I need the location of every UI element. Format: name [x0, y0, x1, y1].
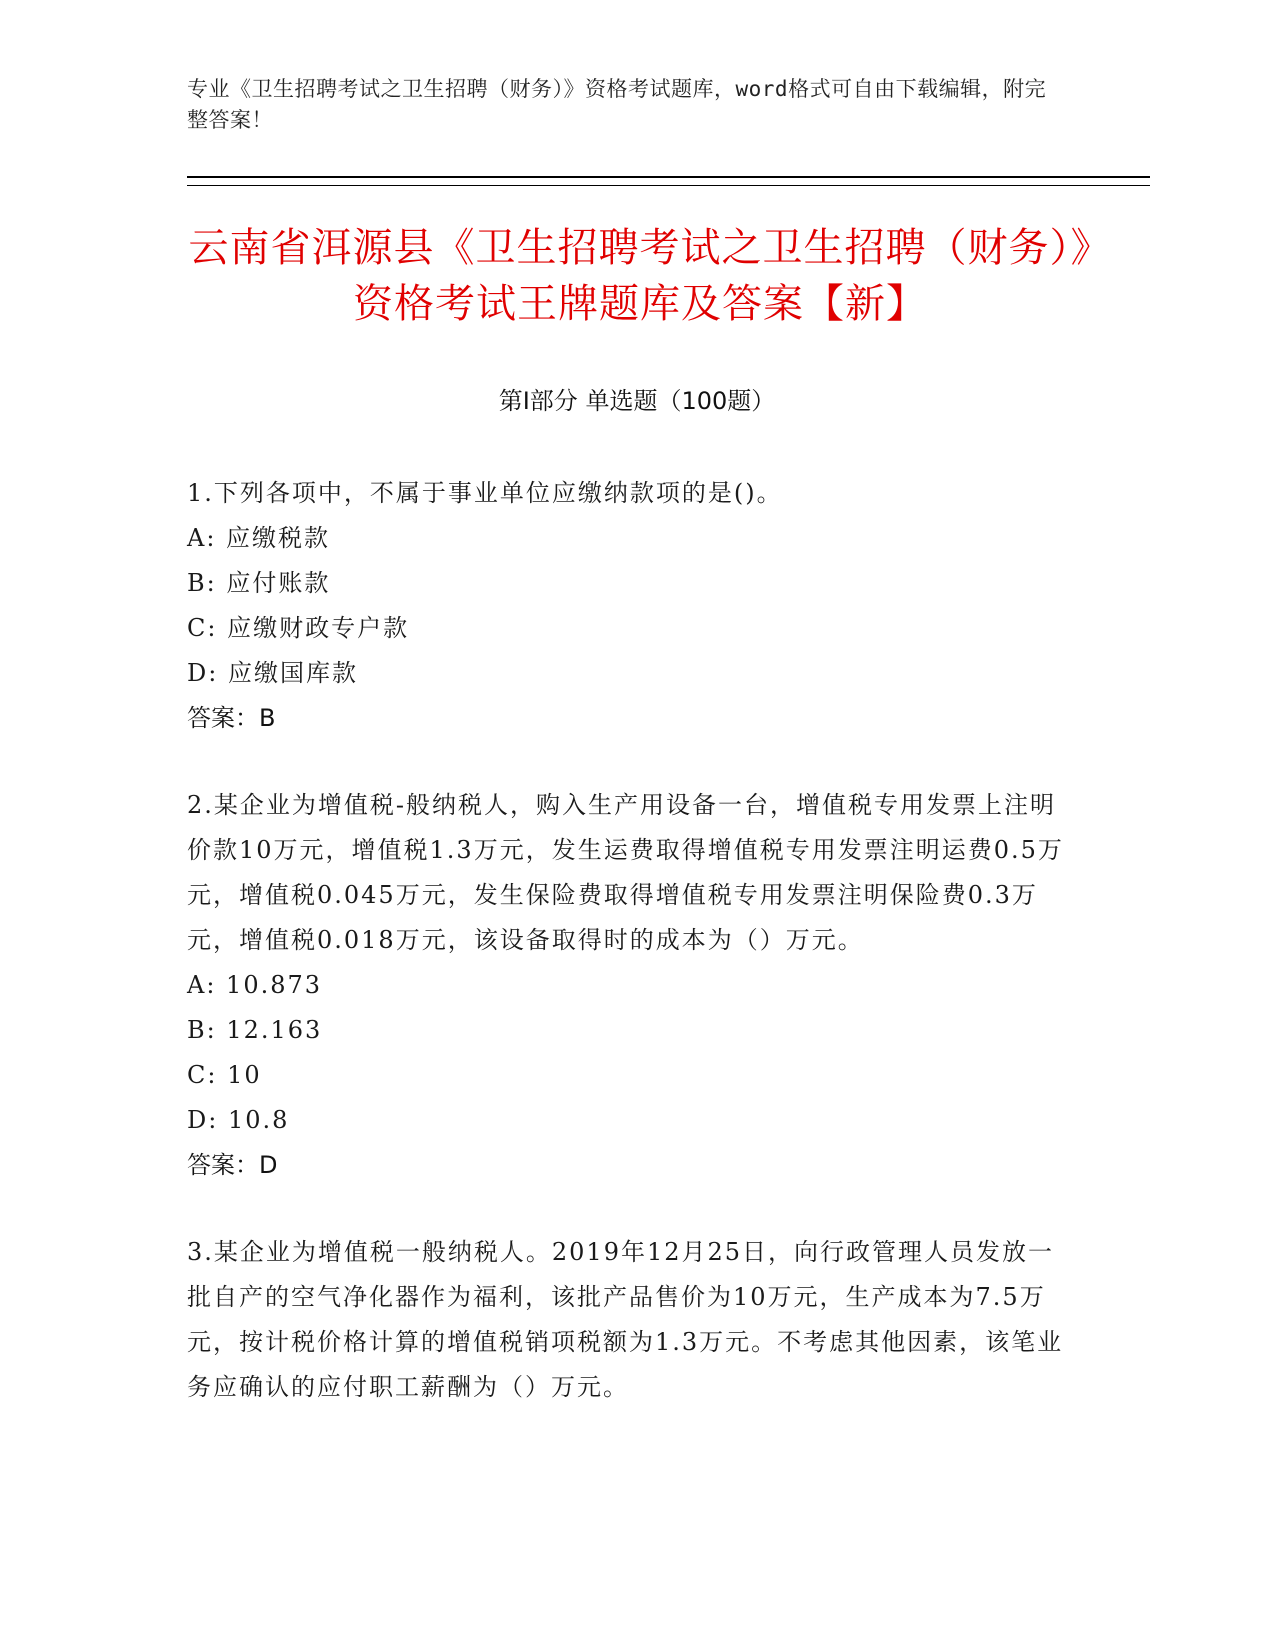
header-rule-thin — [187, 185, 1150, 186]
option-b: B: 12.163 — [187, 1016, 323, 1044]
question-text: 1.下列各项中，不属于事业单位应缴纳款项的是()。 — [187, 479, 783, 507]
question-1 — [187, 471, 1067, 741]
option-d: D: 10.8 — [187, 1106, 290, 1134]
option-c: C: 应缴财政专户款 — [187, 614, 410, 642]
answer: 答案：B — [187, 704, 276, 732]
question-text: 3.某企业为增值税一般纳税人。2019年12月25日，向行政管理人员发放一批自产的空气净化器作为福利，该批产品售价为10万元，生产成本为7.5万元，按计税价格计算的增值税销项税额为1.3万元。不考虑其他因素，该笔业务应确认的应付职工薪酬为（）万元。 — [187, 1238, 1064, 1401]
option-b: B: 应付账款 — [187, 569, 331, 597]
section-title: 第I部分 单选题（100题） — [498, 387, 776, 415]
question-2 — [187, 783, 1067, 1188]
option-d: D: 应缴国库款 — [187, 659, 358, 687]
header-note: 专业《卫生招聘考试之卫生招聘（财务）》资格考试题库，word格式可自由下载编辑，附完整答案！ — [187, 77, 1047, 132]
answer: 答案：D — [187, 1151, 278, 1179]
header-rule-thick — [187, 176, 1150, 178]
option-a: A: 应缴税款 — [187, 524, 331, 552]
question-3 — [187, 1230, 1067, 1410]
document-title: 云南省洱源县《卫生招聘考试之卫生招聘（财务）》资格考试王牌题库及答案【新】 — [188, 225, 1092, 327]
option-c: C: 10 — [187, 1061, 262, 1089]
option-a: A: 10.873 — [187, 971, 323, 999]
question-list — [187, 471, 1067, 1452]
question-text: 2.某企业为增值税-般纳税人，购入生产用设备一台，增值税专用发票上注明价款10万元，增值税1.3万元，发生运费取得增值税专用发票注明运费0.5万元，增值税0.045万元，发生保险费取得增值税专用发票注明保险费0.3万元，增值税0.018万元，该设备取得时的成本为（）万元。 — [187, 791, 1064, 954]
